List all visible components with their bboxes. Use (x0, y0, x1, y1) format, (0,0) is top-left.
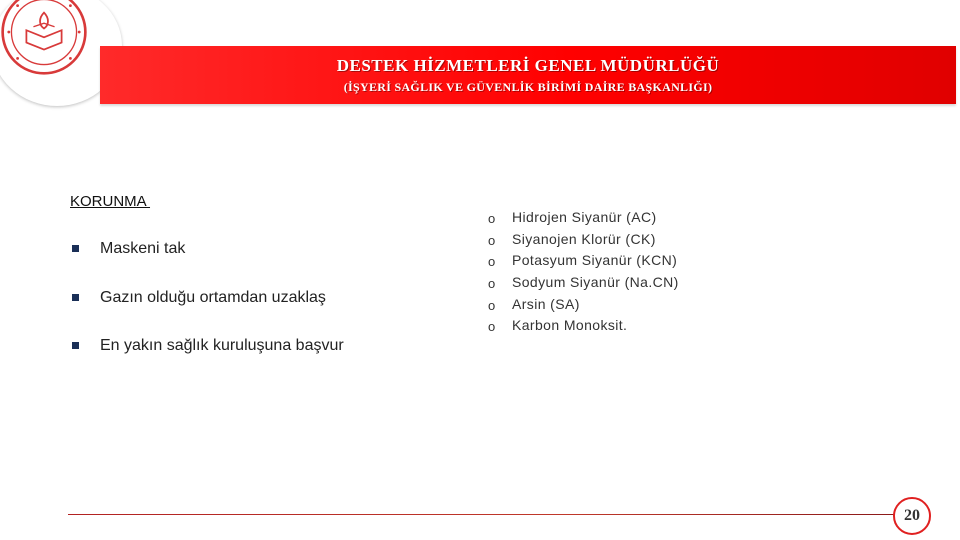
agents-list (488, 207, 679, 337)
list-item-text: Potasyum Siyanür (KCN) (512, 252, 678, 269)
list-item (488, 207, 679, 229)
list-item (72, 335, 344, 384)
list-item (72, 238, 344, 287)
circle-bullet-icon: o (488, 319, 496, 335)
list-item-text: Arsin (SA) (512, 295, 580, 312)
square-bullet-icon (72, 342, 79, 349)
page-number-badge: 20 (893, 497, 931, 535)
list-item-text: Hidrojen Siyanür (AC) (512, 209, 657, 225)
circle-bullet-icon: o (488, 232, 496, 248)
circle-bullet-icon: o (488, 297, 496, 313)
list-item-text: Maskeni tak (100, 240, 186, 257)
square-bullet-icon (72, 294, 79, 301)
header-subtitle: (İŞYERİ SAĞLIK VE GÜVENLİK BİRİMİ DAİRE BAŞKANLIĞI) (343, 80, 713, 94)
list-item-text: Karbon Monoksit. (512, 317, 628, 334)
list-item-text: Siyanojen Klorür (CK) (512, 230, 656, 247)
list-item (488, 315, 679, 337)
list-item-text: Sodyum Siyanür (Na.CN) (512, 274, 679, 291)
list-item (72, 287, 344, 336)
circle-bullet-icon: o (488, 254, 496, 270)
ministry-seal-icon (0, 0, 88, 76)
section-heading: KORUNMA (70, 193, 151, 210)
protection-steps-list (72, 238, 344, 384)
list-item-text: Gazın olduğu ortamdan uzaklaş (100, 288, 326, 306)
circle-bullet-icon: o (488, 211, 496, 226)
footer-divider (68, 514, 896, 515)
header-title: DESTEK HİZMETLERİ GENEL MÜDÜRLÜĞÜ (336, 56, 720, 75)
header-banner (100, 46, 956, 104)
list-item (488, 229, 679, 251)
list-item (488, 294, 679, 316)
list-item (488, 272, 679, 294)
list-item (488, 250, 679, 272)
square-bullet-icon (72, 245, 79, 252)
circle-bullet-icon: o (488, 276, 496, 292)
list-item-text: En yakın sağlık kuruluşuna başvur (100, 337, 344, 354)
